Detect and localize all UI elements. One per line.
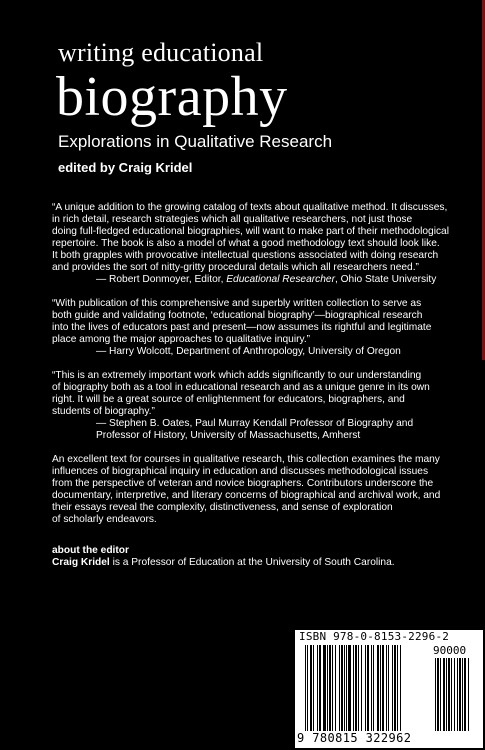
quote-1-attr-prefix: — Robert Donmoyer, Editor, <box>96 274 227 285</box>
barcode-bar <box>468 658 469 731</box>
title-line-2: biography <box>56 66 288 128</box>
book-description: An excellent text for courses in qualitative research, this collection examines the many influences of biographical inquiry in education and discusses methodological issues from the perspective of veteran and novice biographers. Contributors underscore the documentary, interpretive, and literary concerns of biographical and archival work, and their essays reveal the complexity, distinctiveness, and sense of exploration of scholarly endeavors. <box>52 454 441 525</box>
about-editor <box>52 545 472 569</box>
quote-1-attribution <box>52 274 472 286</box>
addon-number: 90000 <box>433 644 467 657</box>
isbn-barcode <box>295 630 483 748</box>
quote-1-text: “A unique addition to the growing catalog of texts about qualitative method. It discusses, in rich detail, research strategies which all qualitative researchers, not just those doing full-fledged educational biographies, will want to make part of their methodological repertoire. The book is also a model of what a good methodology text should look like. It both grapples with provocative intellectual questions associated with doing research and provides the sort of nitty-gritty procedural details which all researchers need.” <box>52 202 449 273</box>
quote-3-text: “This is an extremely important work which adds significantly to our understanding of biography both as a tool in educational research and as a unique genre in its own right. It will be a great source of enlightenment for educators, biographers, and students of biography.” <box>52 370 430 417</box>
quote-3-attribution: — Stephen B. Oates, Paul Murray Kendall Professor of Biography and Professor of History, University of Massachusetts, Amherst <box>96 418 414 441</box>
back-cover-text <box>52 202 472 569</box>
barcode-gap <box>401 645 402 731</box>
quote-2-attribution: — Harry Wolcott, Department of Anthropology, University of Oregon <box>96 346 401 357</box>
quote-1-attr-italic: Educational Researcher <box>226 274 335 285</box>
about-editor-bio: is a Professor of Education at the University of South Carolina. <box>109 557 395 568</box>
ean-barcode-bars <box>305 645 427 731</box>
quote-1-attr-suffix: , Ohio State University <box>334 274 437 285</box>
about-editor-name: Craig Kridel <box>52 557 110 568</box>
isbn-text: ISBN 978-0-8153-2296-2 <box>299 630 450 643</box>
quote-2-text: “With publication of this comprehensive and superbly written collection to serve as both guide and validating footnote, ‘educational biography’—biographical research into the lives of educators past and present—now assumes its rightful and legitimate place among the major approaches to qualitative inquiry.” <box>52 298 432 345</box>
about-editor-text <box>52 557 472 569</box>
quote-1 <box>52 202 472 286</box>
about-editor-heading: about the editor <box>52 545 129 556</box>
title-line-1: writing educational <box>58 38 264 67</box>
addon-barcode-bars <box>435 658 477 731</box>
subtitle: Explorations in Qualitative Research <box>58 132 333 151</box>
quote-3 <box>52 370 472 442</box>
ean-number: 9 780815 322962 <box>297 731 412 745</box>
quote-2 <box>52 298 472 358</box>
editor-credit: edited by Craig Kridel <box>58 160 193 175</box>
